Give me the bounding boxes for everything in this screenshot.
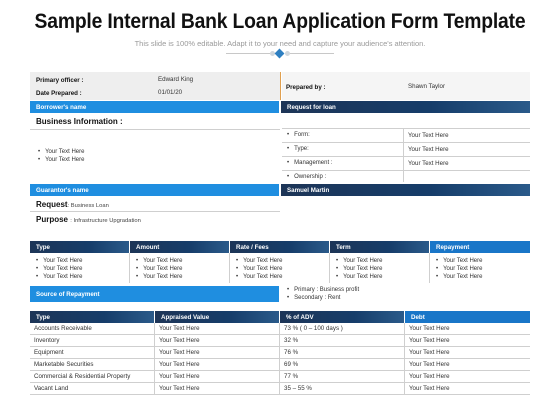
asset-cell: 69 % [284,361,299,368]
loan-cell: • Your Text Here [236,266,283,272]
request-row-type: • Type: [287,146,309,152]
loan-cell: • Your Text Here [136,266,183,272]
asset-cell: Your Text Here [409,325,450,332]
request-type-value: Your Text Here [408,146,449,153]
asset-cell: Your Text Here [159,373,200,380]
asset-col-divider [404,323,405,395]
loan-cell: • Your Text Here [336,258,383,264]
asset-cell: Inventory [34,337,60,344]
asset-cell: Your Text Here [409,385,450,392]
asset-cell: Equipment [34,349,64,356]
page-subtitle: This slide is 100% editable. Adapt it to your need and capture your audience's attention. [134,39,426,48]
title-divider [226,50,334,58]
asset-row-divider [30,370,530,371]
asset-header-type: Type [30,311,154,323]
asset-cell: 32 % [284,337,299,344]
asset-row-divider [30,334,530,335]
prepared-by-label: Prepared by : [286,84,326,91]
loan-cell: • Your Text Here [336,266,383,272]
asset-header-debt: Debt [405,311,530,323]
loan-cell: • Your Text Here [236,258,283,264]
repayment-primary: • Primary : Business profit [287,287,360,293]
asset-col-divider [279,323,280,395]
loan-header-amount: Amount [130,241,229,253]
asset-row-divider [30,358,530,359]
asset-cell: Your Text Here [409,361,450,368]
loan-cell: • Your Text Here [36,274,83,280]
loan-header-rate: Rate / Fees [230,241,329,253]
loan-header-repayment: Repayment [430,241,530,253]
loan-cell: • Your Text Here [36,266,83,272]
business-info-label: Business Information : [36,117,123,126]
loan-cell: • Your Text Here [136,258,183,264]
business-info-item: • Your Text Here [38,149,85,155]
date-prepared-label: Date Prepared : [36,90,82,97]
loan-cell: • Your Text Here [136,274,183,280]
asset-cell: Your Text Here [159,337,200,344]
request-bar: Request for loan [281,101,530,113]
asset-cell: 76 % [284,349,299,356]
asset-cell: Your Text Here [409,373,450,380]
asset-cell: 77 % [284,373,299,380]
divider-diamond-icon [275,49,285,59]
borrower-bar: Borrower's name [30,101,279,113]
asset-row-divider [30,346,530,347]
asset-cell: Your Text Here [159,385,200,392]
page-title: Sample Internal Bank Loan Application Form Template [34,10,526,33]
asset-header-appraised: Appraised Value [155,311,279,323]
asset-cell: Accounts Receivable [34,325,92,332]
asset-cell: Marketable Securities [34,361,94,368]
request-row-ownership: • Ownership : [287,174,327,180]
asset-cell: Commercial & Residential Property [34,373,131,380]
request-line: Request: Business Loan [36,200,109,209]
primary-officer-label: Primary officer : [36,77,84,84]
primary-officer-value: Edward King [158,76,194,83]
loan-cell: • Your Text Here [236,274,283,280]
request-row-form: • Form: [287,132,310,138]
loan-cell: • Your Text Here [336,274,383,280]
loan-cell: • Your Text Here [436,266,483,272]
asset-cell: Your Text Here [159,361,200,368]
asset-row-divider [30,394,530,395]
request-management-value: Your Text Here [408,160,449,167]
business-info-item: • Your Text Here [38,157,85,163]
prepared-by-value: Shawn Taylor [408,83,446,90]
asset-cell: Your Text Here [159,349,200,356]
date-prepared-value: 01/01/20 [158,89,183,96]
asset-cell: 73 % ( 0 – 100 days ) [284,325,343,332]
request-row-management: • Management : [287,160,333,166]
loan-header-type: Type [30,241,129,253]
loan-cell: • Your Text Here [436,274,483,280]
repayment-bar: Source of Repayment [30,286,279,302]
asset-header-adv: % of ADV [280,311,404,323]
guarantor-name-bar: Samuel Martin [281,184,530,196]
purpose-line: Purpose : Infrastructure Upgradation [36,215,141,224]
asset-row-divider [30,382,530,383]
repayment-secondary: • Secondary : Rent [287,295,341,301]
asset-cell: Your Text Here [409,337,450,344]
asset-cell: Your Text Here [409,349,450,356]
loan-header-term: Term [330,241,429,253]
guarantor-bar: Guarantor's name [30,184,279,196]
loan-cell: • Your Text Here [36,258,83,264]
request-form-value: Your Text Here [408,132,449,139]
asset-col-divider [154,323,155,395]
asset-cell: 35 – 55 % [284,385,312,392]
asset-cell: Your Text Here [159,325,200,332]
loan-cell: • Your Text Here [436,258,483,264]
asset-cell: Vacant Land [34,385,69,392]
